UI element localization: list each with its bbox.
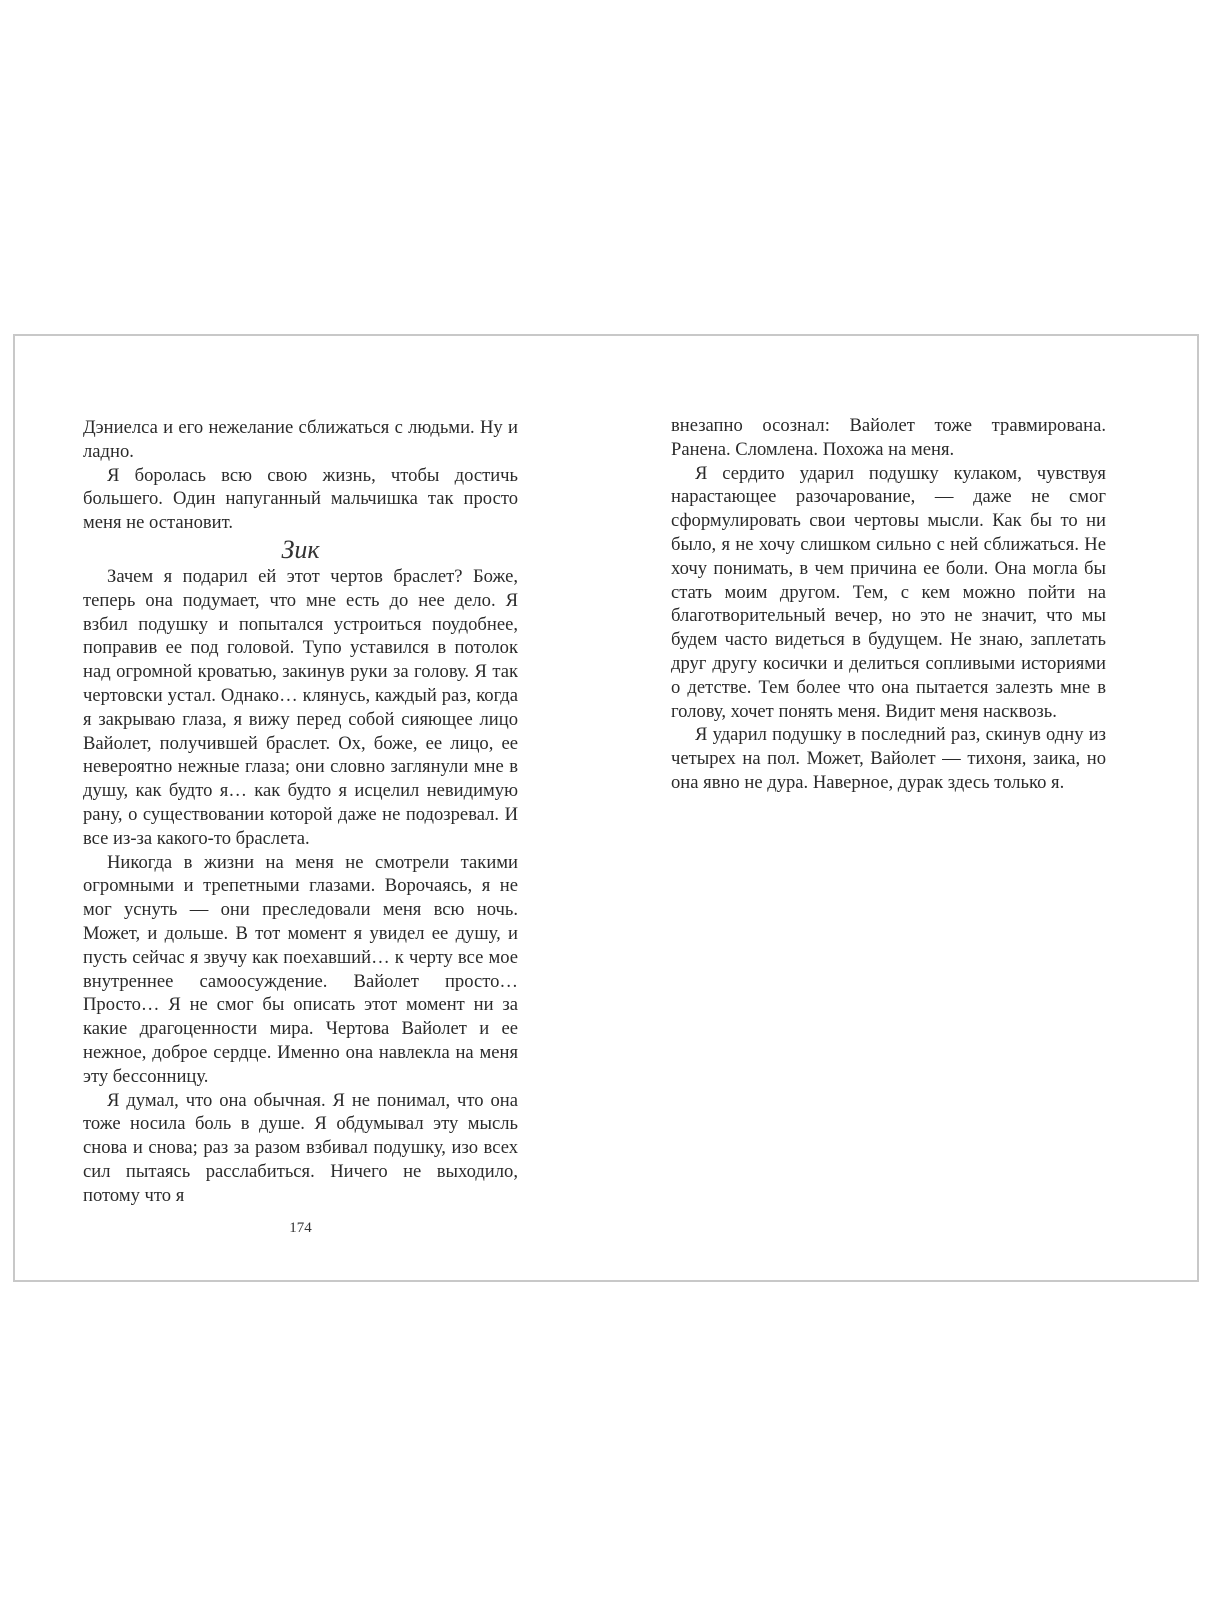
paragraph: внезапно осознал: Вайолет тоже травмирована. Ранена. Сломлена. Похожа на меня. [671, 415, 1106, 460]
paragraph: Никогда в жизни на меня не смотрели такими огромными и трепетными глазами. Ворочаясь, я не мог уснуть — они преследовали меня всю ночь. Может, и дольше. В тот момент я увидел ее душу, и пусть сейчас я звучу как поехавший… к черту все мое внутреннее самоосуждение. Вайолет просто… Просто… Я не смог бы описать этот момент ни за какие драгоценности мира. Чертова Вайолет и ее нежное, доброе сердце. Именно она навлекла на меня эту бессонницу. [83, 851, 518, 1087]
page-number: 174 [289, 1220, 312, 1236]
paragraph: Я ударил подушку в последний раз, скинув одну из четырех на пол. Может, Вайолет — тихоня, заика, но она явно не дура. Наверное, дурак здесь только я. [671, 724, 1106, 793]
left-page [83, 416, 518, 1208]
paragraph: Я думал, что она обычная. Я не понимал, что она тоже носила боль в душе. Я обдумывал эту мысль снова и снова; раз за разом взбивал подушку, изо всех сил пытаясь расслабиться. Ничего не выходило, потому что я [83, 1089, 518, 1206]
book-spread [13, 334, 1199, 1282]
right-page [671, 414, 1106, 795]
paragraph: Я сердито ударил подушку кулаком, чувствуя нарастающее разочарование, — даже не смог сформулировать свои чертовы мысли. Как бы то ни было, я не хочу слишком сильно с ней сближаться. Не хочу понимать, в чем причина ее боли. Она могла бы стать моим другом. Тем, с кем можно пойти на благотворительный вечер, но это не значит, что мы будем часто видеться в будущем. Не знаю, заплетать друг другу косички и делиться сопливыми историями о детстве. Тем более что она пытается залезть мне в голову, хочет понять меня. Видит меня насквозь. [671, 462, 1106, 722]
paragraph: Зачем я подарил ей этот чертов браслет? Боже, теперь она подумает, что мне есть до нее дело. Я взбил подушку и попытался устроиться поудобнее, поправив ее под головой. Тупо уставился в потолок над огромной кроватью, закинув руки за голову. Я так чертовски устал. Однако… клянусь, каждый раз, когда я закрываю глаза, я вижу перед собой сияющее лицо Вайолет, получившей браслет. Ох, боже, ее лицо, ее невероятно нежные глаза; они словно заглянули мне в душу, как будто я… как будто я исцелил невидимую рану, о существовании которой даже не подозревал. И все из-за какого-то браслета. [83, 565, 518, 849]
paragraph: Дэниелса и его нежелание сближаться с людьми. Ну и ладно. [83, 417, 518, 462]
chapter-heading: Зик [281, 534, 320, 564]
paragraph: Я боролась всю свою жизнь, чтобы достичь большего. Один напуганный мальчишка так просто меня не остановит. [83, 464, 518, 534]
